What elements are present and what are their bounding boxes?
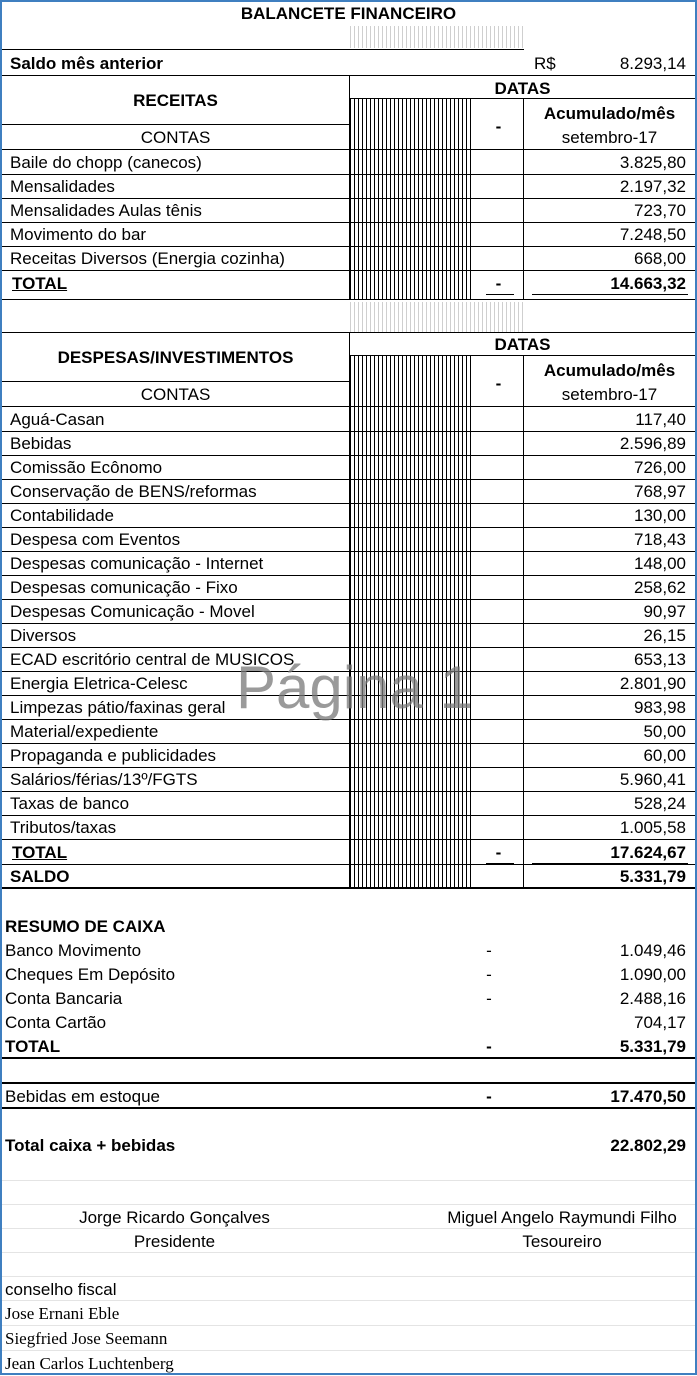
grid-line [2,1180,695,1181]
saldo-anterior-value: 8.293,14 [619,54,686,73]
despesa-label: Comissão Ecônomo [10,458,163,477]
despesa-value: 528,24 [634,794,686,813]
saldo-label: SALDO [10,867,70,886]
despesa-value: 653,13 [634,650,686,669]
conselho-member: Jose Ernani Eble [5,1304,120,1323]
despesas-contas: CONTAS [140,385,211,404]
despesas-total-label: TOTAL [12,843,68,862]
resumo-value: 1.049,46 [619,941,686,960]
estoque-value: 17.470,50 [610,1087,686,1106]
divider [2,406,695,407]
receitas-contas: CONTAS [140,128,211,147]
col-divider [523,356,524,888]
despesa-label: Conservação de BENS/reformas [10,482,257,501]
estoque-label: Bebidas em estoque [5,1087,160,1106]
resumo-total-label: TOTAL [5,1037,61,1056]
despesa-label: Diversos [10,626,77,645]
page-title: BALANCETE FINANCEIRO [240,4,457,23]
receitas-total-value: 14.663,32 [610,274,686,293]
receitas-total-label: TOTAL [12,274,68,293]
despesa-label: Taxas de banco [10,794,130,813]
resumo-value: 704,17 [634,1013,686,1032]
estoque-dash: - [486,1087,492,1106]
receitas-dash: - [495,117,502,136]
conselho-member: Siegfried Jose Seemann [5,1329,168,1348]
resumo-label: Cheques Em Depósito [5,965,176,984]
resumo-value: 2.488,16 [619,989,686,1008]
despesa-value: 117,40 [635,410,686,429]
conselho-member: Jean Carlos Luchtenberg [5,1354,174,1373]
despesa-value: 60,00 [643,746,686,765]
total-geral-label: Total caixa + bebidas [5,1136,176,1155]
receitas-heading: RECEITAS [133,91,218,110]
despesa-value: 258,62 [634,578,686,597]
underline [486,294,514,295]
despesa-value: 2.596,89 [619,434,686,453]
despesas-total-dash: - [495,843,502,862]
despesa-value: 148,00 [634,554,686,573]
resumo-dash: - [486,941,492,960]
despesa-label: Bebidas [10,434,72,453]
total-geral-value: 22.802,29 [610,1136,686,1155]
conselho-label: conselho fiscal [5,1280,117,1299]
resumo-value: 1.090,00 [619,965,686,984]
despesas-month: setembro-17 [561,385,658,404]
despesas-acumulado: Acumulado/mês [543,361,676,380]
faint-grid-top [350,26,525,48]
resumo-label: Conta Bancaria [5,989,123,1008]
grid-line [2,1276,695,1277]
currency-label: R$ [534,54,556,73]
receitas-total-dash: - [495,274,502,293]
receitas-datas: DATAS [494,79,551,98]
resumo-label: Conta Cartão [5,1013,107,1032]
resumo-total-dash: - [486,1037,492,1056]
receita-label: Movimento do bar [10,225,147,244]
saldo-value: 5.331,79 [619,867,686,886]
despesas-datas: DATAS [494,335,551,354]
receita-value: 7.248,50 [619,225,686,244]
receita-label: Baile do chopp (canecos) [10,153,202,172]
despesa-value: 718,43 [634,530,686,549]
spreadsheet-page [2,2,695,1373]
divider [2,49,524,50]
despesa-value: 768,97 [634,482,686,501]
divider [2,1082,695,1084]
presidente-nome: Jorge Ricardo Gonçalves [79,1208,270,1227]
divider [2,1057,695,1059]
row-divider [2,270,695,271]
tesoureiro-cargo: Tesoureiro [522,1232,602,1251]
receita-value: 2.197,32 [619,177,686,196]
receita-value: 668,00 [634,249,686,268]
despesa-value: 983,98 [634,698,686,717]
grid-line [2,1204,695,1205]
receita-label: Mensalidades Aulas tênis [10,201,202,220]
resumo-dash: - [486,965,492,984]
resumo-heading: RESUMO DE CAIXA [5,917,166,936]
saldo-anterior-label: Saldo mês anterior [10,54,164,73]
date-columns-hatch [350,356,474,888]
despesa-label: Salários/férias/13º/FGTS [10,770,198,789]
receitas-month: setembro-17 [561,128,658,147]
divider [2,149,695,150]
despesa-label: Tributos/taxas [10,818,117,837]
despesa-value: 726,00 [634,458,686,477]
despesas-dash: - [495,374,502,393]
receita-label: Mensalidades [10,177,115,196]
despesa-label: Despesas comunicação - Fixo [10,578,238,597]
despesa-label: Material/expediente [10,722,159,741]
divider [2,381,349,382]
despesa-label: Contabilidade [10,506,114,525]
despesa-value: 5.960,41 [619,770,686,789]
divider [2,124,349,125]
despesa-value: 90,97 [643,602,686,621]
despesa-label: Despesas Comunicação - Movel [10,602,255,621]
despesa-value: 50,00 [643,722,686,741]
despesa-label: Aguá-Casan [10,410,105,429]
resumo-label: Banco Movimento [5,941,142,960]
despesa-label: ECAD escritório central de MUSICOS [10,650,295,669]
despesa-label: Limpezas pátio/faxinas geral [10,698,226,717]
despesa-value: 1.005,58 [619,818,686,837]
despesa-value: 130,00 [634,506,686,525]
despesa-value: 26,15 [643,626,686,645]
receita-value: 3.825,80 [619,153,686,172]
divider [2,887,695,889]
despesa-label: Despesas comunicação - Internet [10,554,264,573]
despesa-label: Despesa com Eventos [10,530,181,549]
divider [2,1107,695,1109]
row-divider [2,839,695,840]
despesas-total-value: 17.624,67 [610,843,686,862]
despesa-label: Energia Eletrica-Celesc [10,674,188,693]
receita-value: 723,70 [634,201,686,220]
receita-label: Receitas Diversos (Energia cozinha) [10,249,285,268]
presidente-cargo: Presidente [133,1232,216,1251]
faint-grid-mid [350,302,525,332]
resumo-total-value: 5.331,79 [619,1037,686,1056]
receitas-acumulado: Acumulado/mês [543,104,676,123]
resumo-dash: - [486,989,492,1008]
divider [2,299,695,300]
page-watermark: Página 1 [236,654,473,721]
despesas-heading: DESPESAS/INVESTIMENTOS [57,348,294,367]
underline [532,294,688,295]
despesa-value: 2.801,90 [619,674,686,693]
tesoureiro-nome: Miguel Angelo Raymundi Filho [447,1208,677,1227]
despesa-label: Propaganda e publicidades [10,746,217,765]
